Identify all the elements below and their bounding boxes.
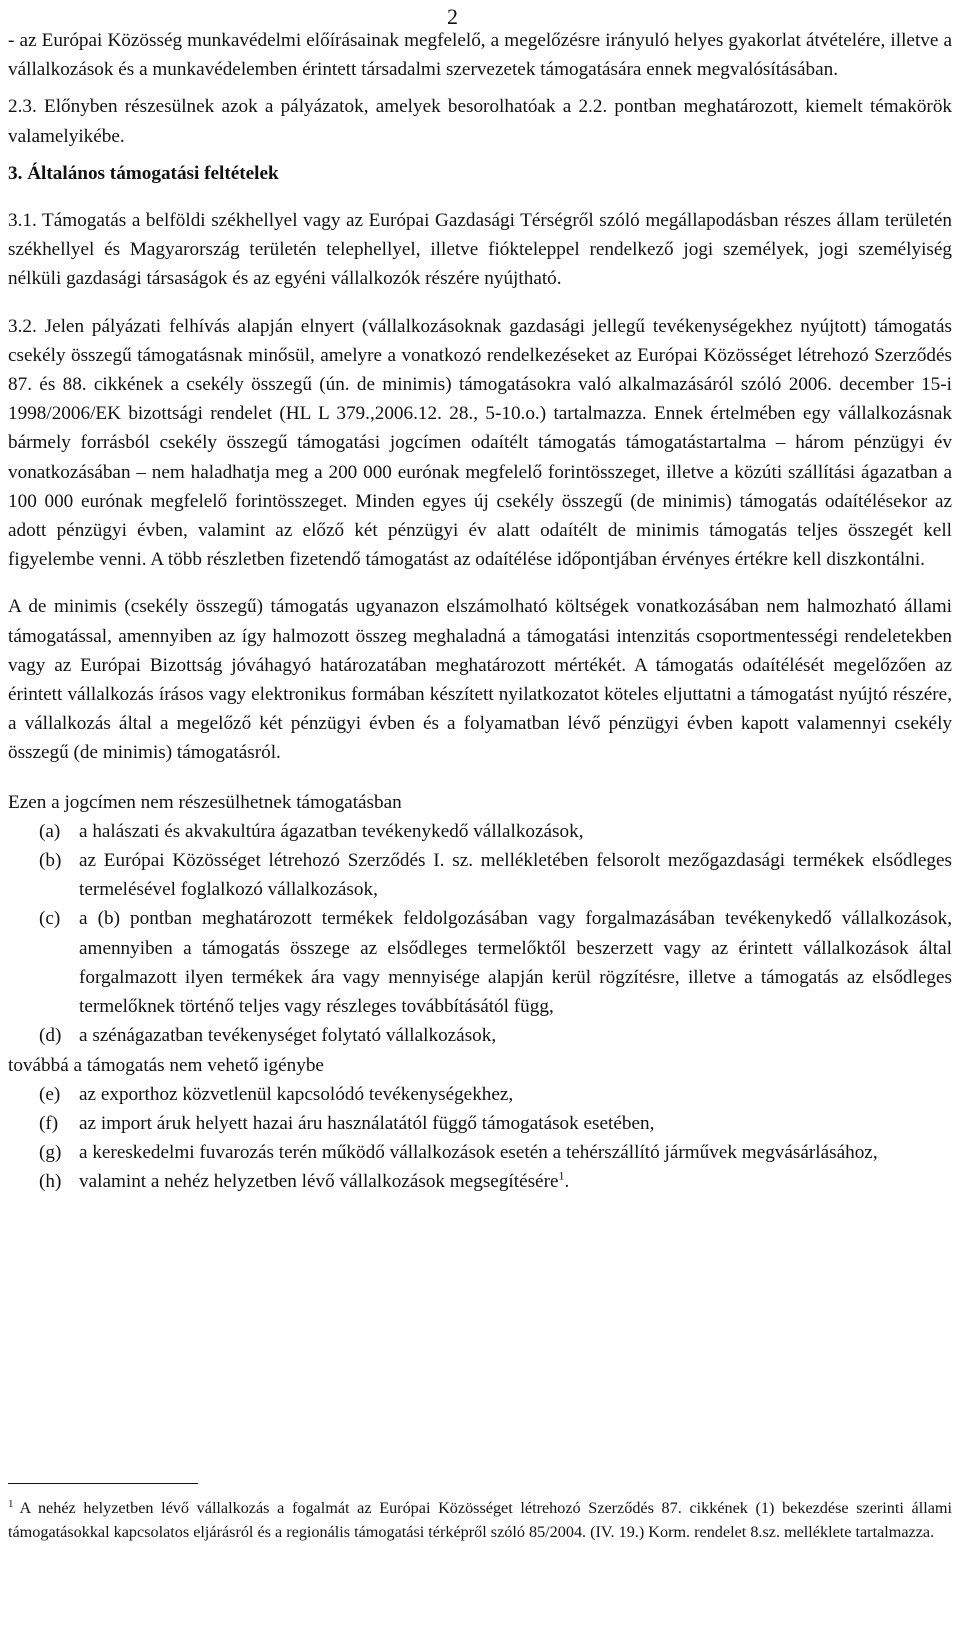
item-tag: (e): [39, 1083, 61, 1105]
section-3-heading: 3. Általános támogatási feltételek: [8, 162, 279, 184]
item-text: valamint a nehéz helyzetben lévő vállalkozások megsegítésére: [79, 1171, 559, 1193]
item-tag: (c): [39, 908, 61, 930]
not-given-item-g: [8, 1138, 952, 1167]
footnote: [8, 1496, 952, 1544]
item-tag: (h): [39, 1171, 62, 1193]
item-tag: (f): [39, 1112, 59, 1134]
item-tag: (d): [39, 1025, 62, 1047]
bullet-continuation: - az Európai Közösség munkavédelmi előírásainak megfelelő, a megelőzésre irányuló helyes gyakorlat átvételére, illetve a vállalkozások és a munkavédelemben érintett társadalmi szervezetek támogatására ennek megvalósításában.: [8, 30, 952, 81]
exclusion-item-d: [8, 1021, 952, 1050]
item-text: az Európai Közösséget létrehozó Szerződés I. sz. mellékletében felsorolt mezőgazdasági termékek elsődleges termelésével foglalkozó vállalkozások,: [79, 850, 952, 901]
item-tag: (b): [39, 850, 62, 872]
paragraph-3-2: 3.2. Jelen pályázati felhívás alapján elnyert (vállalkozásoknak gazdasági jellegű tevékenységekhez nyújtott) támogatás csekély összegű támogatásnak minősül, amelyre a vonatkozó rendelkezéseket az Európai Közösséget létrehozó Szerződés 87. és 88. cikkének a csekély összegű (ún. de minimis) támogatásokra való alkalmazásáról szóló 2006. december 15-i 1998/2006/EK bizottsági rendelet (HL L 379.,2006.12. 28., 5-10.o.) tartalmazza. Ennek értelmében egy vállalkozásnak bármely forrásból csekély összegű támogatási jogcímen odaítélt támogatás támogatástartalma – három pénzügyi év vonatkozásában – nem haladhatja meg a 200 000 eurónak megfelelő forintösszeget, illetve a közúti szállítási ágazatban a 100 000 eurónak megfelelő forintösszeget. Minden egyes új csekély összegű (de minimis) támogatás odaítélésekor az adott pénzügyi évben, valamint az előző két pénzügyi év alatt odaítélt de minimis támogatás teljes összegét kell figyelembe venni. A több részletben fizetendő támogatást az odaítélése időpontjában érvényes értékre kell diszkontálni.: [8, 315, 952, 571]
item-text: a szénágazatban tevékenységet folytató vállalkozások,: [79, 1025, 497, 1047]
item-text: a halászati és akvakultúra ágazatban tevékenykedő vállalkozások,: [79, 820, 584, 842]
exclusion-item-b: [8, 846, 952, 904]
not-given-item-f: [8, 1109, 952, 1138]
item-tag: (g): [39, 1142, 62, 1164]
footnote-reference[interactable]: 1: [558, 1168, 565, 1183]
exclusion-item-a: [8, 817, 952, 846]
paragraph-2-3-text: Előnyben részesülnek azok a pályázatok, amelyek besorolhatóak a 2.2. pontban meghatározott, kiemelt témakörök valamelyikébe.: [8, 96, 953, 147]
item-text: a kereskedelmi fuvarozás terén működő vállalkozások esetén a tehérszállító járművek megvásárlásához,: [79, 1142, 878, 1164]
paragraph-2-3-number: 2.3.: [8, 96, 37, 118]
item-tail: .: [564, 1171, 570, 1193]
page-number: 2: [447, 4, 458, 29]
paragraph-2-3: [8, 92, 952, 150]
paragraph-3-1: 3.1. Támogatás a belföldi székhellyel vagy az Európai Gazdasági Térségről szóló megállapodásban részes állam területén székhellyel és Magyarország területén telephellyel, illetve fiókteleppel rendelkező jogi személyek, jogi személyiség nélküli gazdasági társaságok és az egyéni vállalkozók részére nyújtható.: [8, 210, 952, 290]
footnote-marker: 1: [8, 1497, 14, 1510]
not-given-item-h: [8, 1167, 952, 1196]
item-tag: (a): [39, 820, 61, 842]
not-given-intro: továbbá a támogatás nem vehető igénybe: [8, 1054, 324, 1076]
item-text: az exporthoz közvetlenül kapcsolódó tevékenységekhez,: [79, 1083, 514, 1105]
item-text: a (b) pontban meghatározott termékek feldolgozásában vagy forgalmazásában tevékenykedő vállalkozások, amennyiben a támogatás összege az elsődleges termelőktől beszerzett vagy az érintett vállalkozások által forgalmazott ilyen termékek ára vagy mennyisége alapján kerül rögzítésre, illetve a támogatás az elsődleges termelőknek történő teljes vagy részleges továbbításától függ,: [79, 908, 952, 1018]
document-body: [8, 26, 952, 1197]
item-text: az import áruk helyett hazai áru használatától függő támogatások esetében,: [79, 1112, 655, 1134]
footnote-text: A nehéz helyzetben lévő vállalkozás a fogalmát az Európai Közösséget létrehozó Szerződés 87. cikkének (1) bekezdése szerinti állami támogatásokkal kapcsolatos eljárásról és a regionális támogatási térképről szóló 85/2004. (IV. 19.) Korm. rendelet 8.sz. melléklete tartalmazza.: [8, 1499, 952, 1542]
exclusion-item-c: [8, 904, 952, 1021]
footnote-separator: [8, 1483, 198, 1484]
exclusion-intro: Ezen a jogcímen nem részesülhetnek támogatásban: [8, 791, 402, 813]
not-given-item-e: [8, 1080, 952, 1109]
paragraph-de-minimis: A de minimis (csekély összegű) támogatás ugyanazon elszámolható költségek vonatkozásában nem halmozható állami támogatással, amennyiben az így halmozott összeg meghaladná a támogatási intenzitás csoportmentességi rendeletekben vagy az Európai Bizottság jóváhagyó határozatában meghatározott mértékét. A támogatás odaítélését megelőzően az érintett vállalkozás írásos vagy elektronikus formában készített nyilatkozatot köteles eljuttatni a támogatást nyújtó részére, a vállalkozás által a megelőző két pénzügyi évben és a folyamatban lévő pénzügyi évben kapott valamennyi csekély összegű (de minimis) támogatásról.: [8, 596, 952, 764]
